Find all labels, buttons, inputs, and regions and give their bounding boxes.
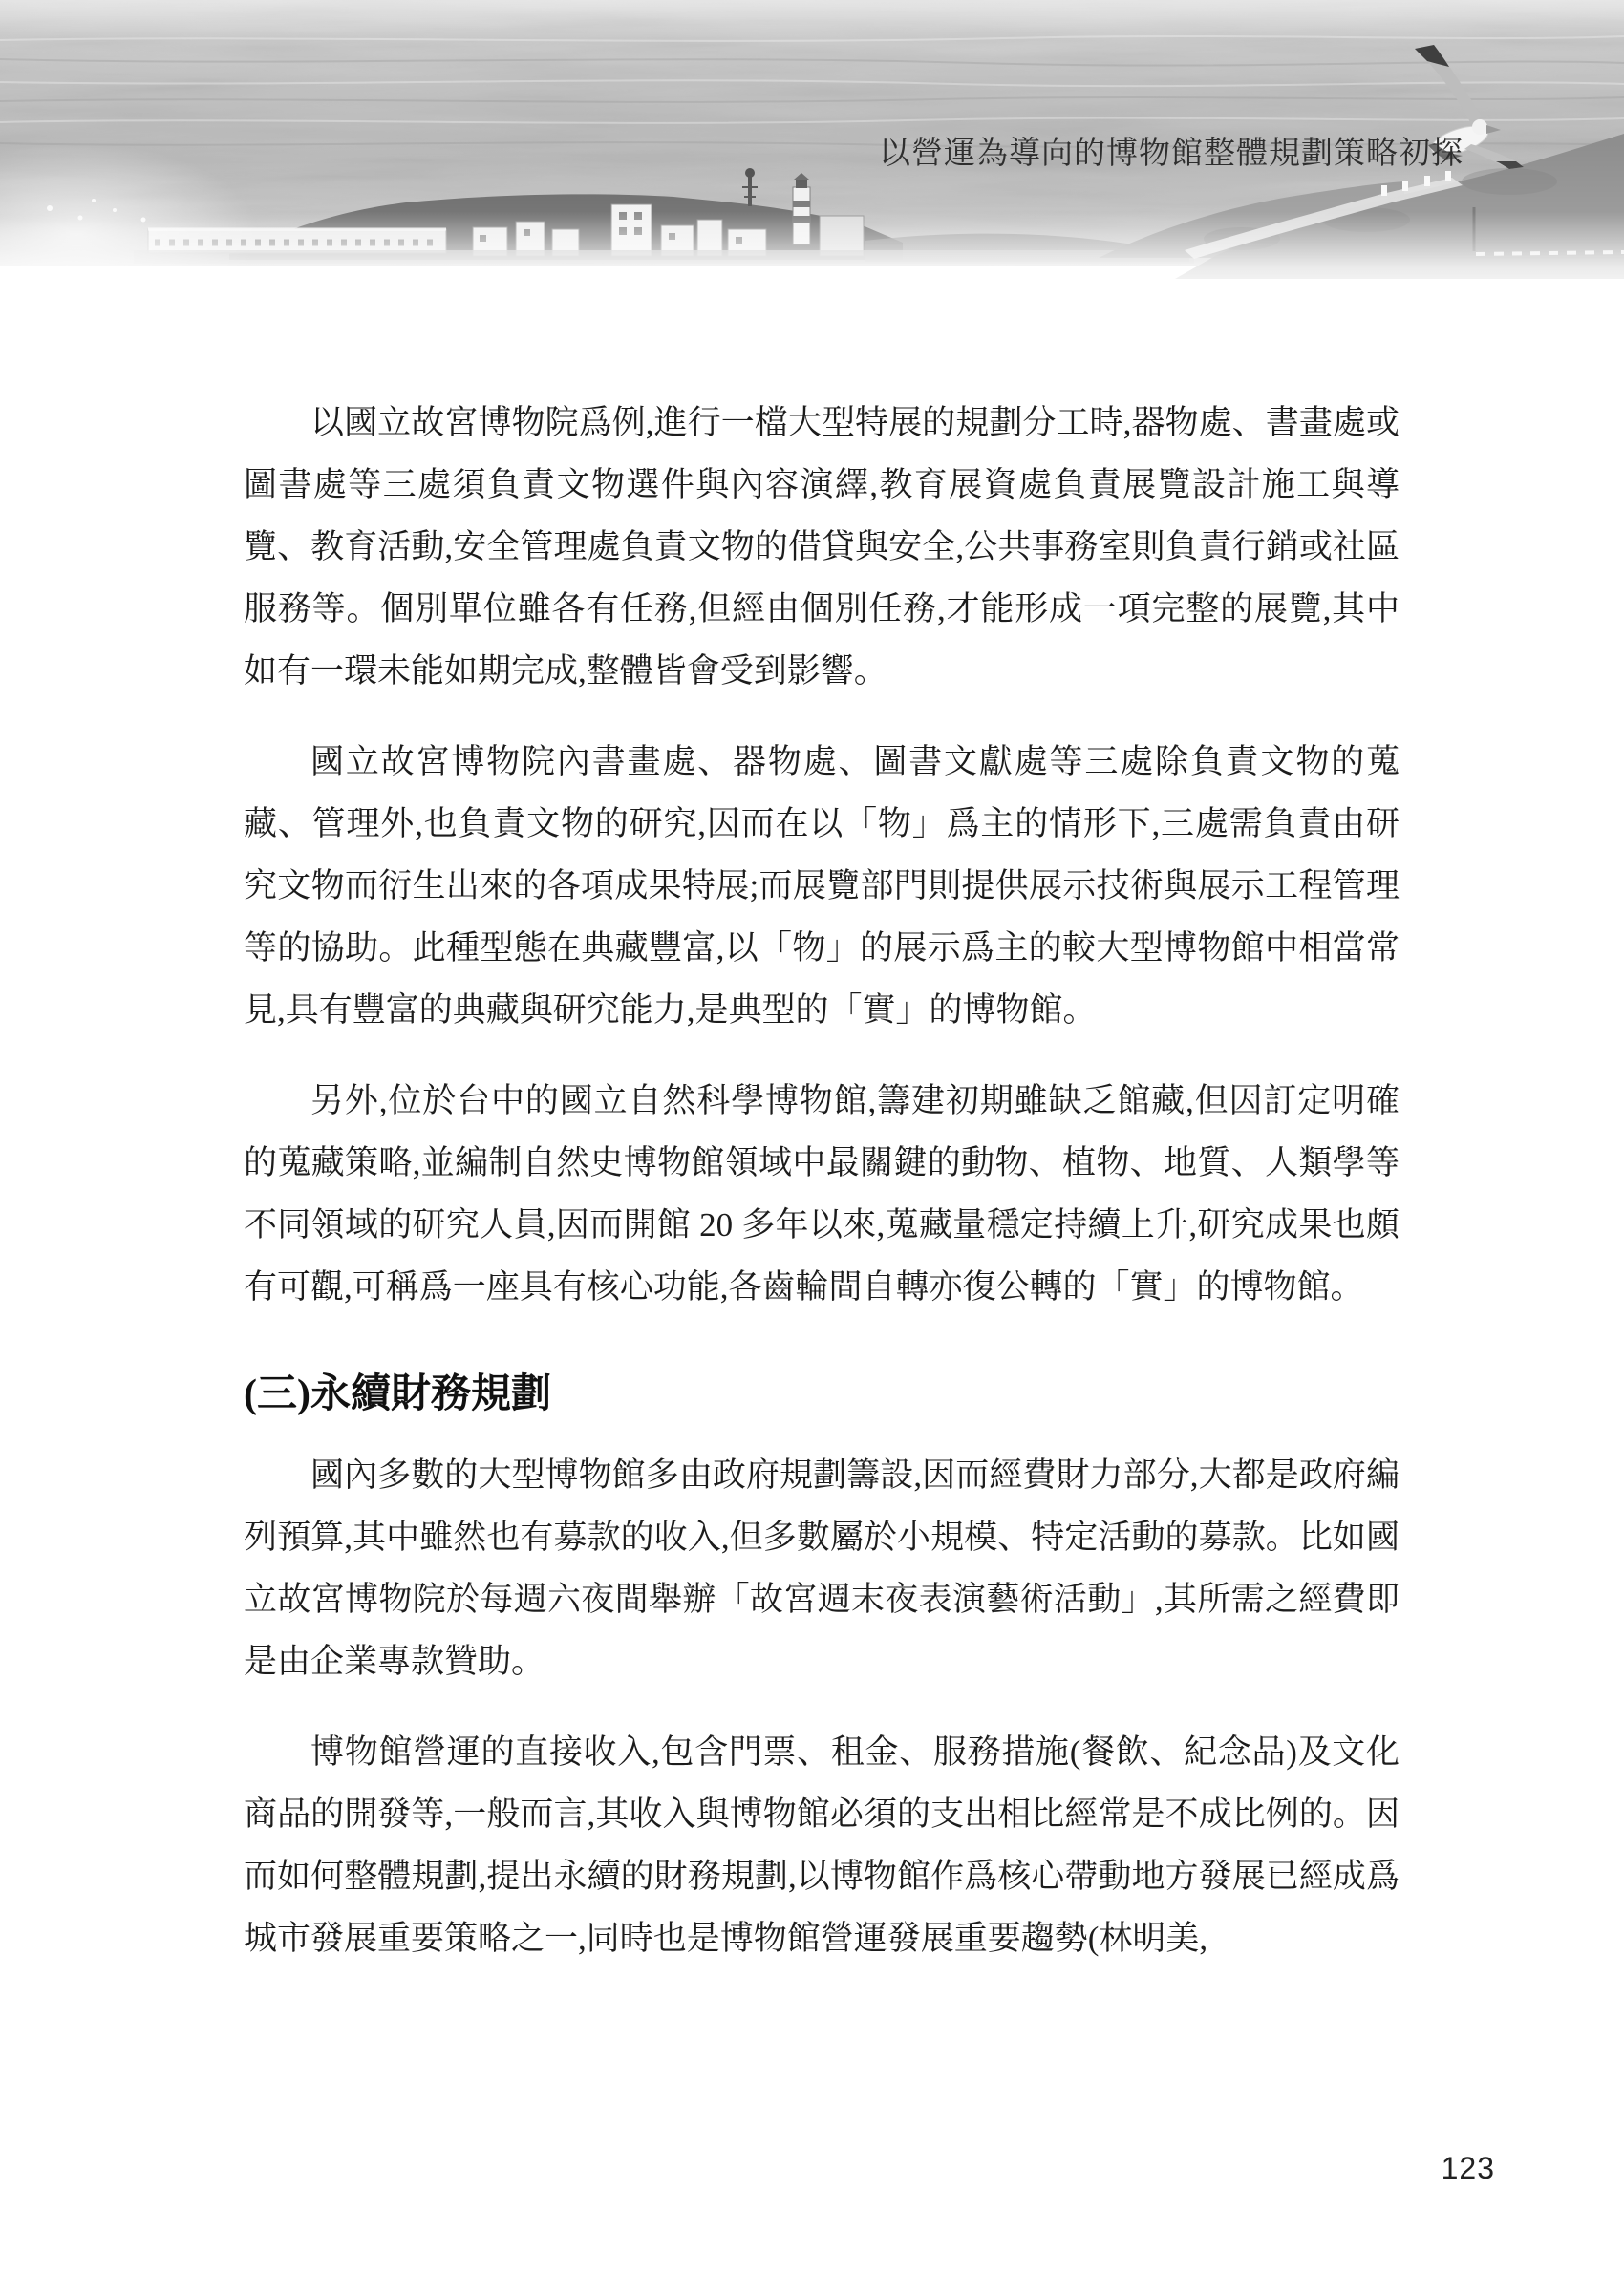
paragraph-museum-revenue: 博物館營運的直接收入,包含門票、租金、服務措施(餐飲、紀念品)及文化商品的開發等,一般而言,其收入與博物館必須的支出相比經常是不成比例的。因而如何整體規劃,提出永續的財務規劃,以博物館作爲核心帶動地方發展已經成爲城市發展重要策略之一,同時也是博物館營運發展重要趨勢(林明美, (244, 1733, 1400, 1957)
paragraph-natural-science-museum: 另外,位於台中的國立自然科學博物館,籌建初期雖缺乏館藏,但因訂定明確的蒐藏策略,並編制自然史博物館領域中最關鍵的動物、植物、地質、人類學等不同領域的研究人員,因而開館 20 多年以來,蒐藏量穩定持續上升,研究成果也頗有可觀,可稱爲一座具有核心功能,各齒輪間自轉亦復公轉的「實」的博物館。 (244, 1082, 1400, 1306)
body-content (244, 0, 1400, 1998)
paragraph-government-budget: 國內多數的大型博物館多由政府規劃籌設,因而經費財力部分,大都是政府編列預算,其中雖然也有募款的收入,但多數屬於小規模、特定活動的募款。比如國立故宮博物院於每週六夜間舉辦「故宮週末夜表演藝術活動」,其所需之經費即是由企業專款贊助。 (244, 1456, 1400, 1680)
paragraph-palace-exhibition-division: 以國立故宮博物院爲例,進行一檔大型特展的規劃分工時,器物處、書畫處或圖書處等三處須負責文物選件與內容演繹,教育展資處負責展覽設計施工與導覽、教育活動,安全管理處負責文物的借貸與安全,公共事務室則負責行銷或社區服務等。個別單位雖各有任務,但經由個別任務,才能形成一項完整的展覽,其中如有一環未能如期完成,整體皆會受到影響。 (244, 404, 1400, 690)
paragraph-palace-research-divisions: 國立故宮博物院內書畫處、器物處、圖書文獻處等三處除負責文物的蒐藏、管理外,也負責文物的研究,因而在以「物」爲主的情形下,三處需負責由研究文物而衍生出來的各項成果特展;而展覽部門則提供展示技術與展示工程管理等的協助。此種型態在典藏豐富,以「物」的展示爲主的較大型博物館中相當常見,具有豐富的典藏與研究能力,是典型的「實」的博物館。 (244, 743, 1400, 1029)
section-heading: (三)永續財務規劃 (244, 1372, 551, 1416)
running-title: 以營運為導向的博物館整體規劃策略初探 (879, 135, 1464, 170)
page-number: 123 (1441, 2151, 1495, 2185)
